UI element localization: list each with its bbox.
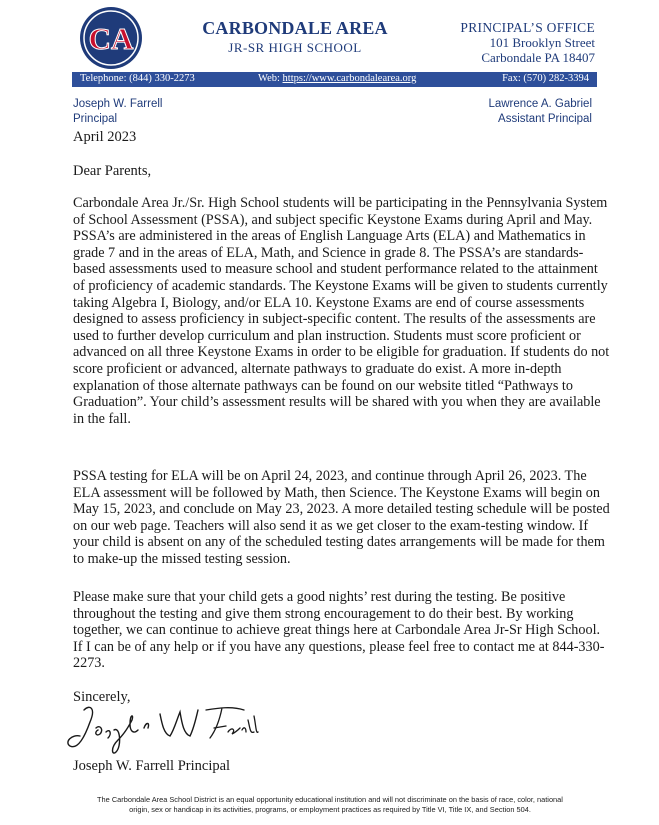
footer-line-1: The Carbondale Area School District is an equal opportunity educational institution and will not discriminate on the basis of race, color, national: [97, 795, 563, 804]
office-street: 101 Brooklyn Street: [489, 35, 595, 50]
school-name: CARBONDALE AREA: [202, 18, 388, 38]
paragraph-assessments: Carbondale Area Jr./Sr. High School students will be participating in the Pennsylvania System of School Assessment (PSSA), and subject specific Keystone Exams during April and May. PSSA’s are administered in the areas of English Language Arts (ELA) and Mathematics in grade 7 and in the areas of ELA, Math, and Science in grade 8. The PSSA’s are standards-based assessments used to measure school and student performance related to the attainment of proficiency of academic standards. The Keystone Exams will be given to students currently taking Algebra I, Biology, and/or ELA 10. Keystone Exams are end of course assessments designed to assess proficiency in subject-specific content. The results of the assessments are used to further develop curriculum and plan instruction. Students must score proficient or advanced on all three Keystone Exams in order to be eligible for graduation. If students do not score proficient or advanced, alternate pathways to graduate do exist. A more in-depth explanation of those alternate pathways can be found on our website titled “Pathways to Graduation”. Your child’s assessment results will be shared with you when they are available in the fall.: [73, 195, 610, 427]
website-label: Web:: [258, 73, 283, 84]
assistant-name: Lawrence A. Gabriel: [488, 98, 592, 110]
contact-bar: [72, 72, 597, 87]
principal-info: [73, 97, 162, 127]
principal-name: Joseph W. Farrell: [73, 98, 163, 110]
office-city: Carbondale PA 18407: [481, 50, 595, 65]
principal-title: Principal: [73, 113, 118, 125]
principals-office-address: [460, 20, 595, 65]
assistant-title: Assistant Principal: [498, 113, 592, 125]
website-link[interactable]: https://www.carbondalearea.org: [282, 73, 417, 84]
paragraph-schedule: PSSA testing for ELA will be on April 24, 2023, and continue through April 26, 2023. The ELA assessment will be followed by Math, then Science. The Keystone Exams will begin on May 15, 2023, and conclude on May 23, 2023. A more detailed testing schedule will be posted on our web page. Teachers will also send it as we get closer to the exam-testing window. If your child is absent on any of the scheduled testing dates arrangements will be made for them to make-up the missed testing session.: [73, 468, 610, 567]
signed-name: Joseph W. Farrell Principal: [73, 758, 231, 774]
paragraph-encouragement: Please make sure that your child gets a good nights’ rest during the testing. Be positive throughout the testing and give them strong encouragement to do their best. By working together, we can continue to achieve great things here at Carbondale Area Jr-Sr High School. If I can be of any help or if you have any questions, please feel free to contact me at 844-330-2273.: [73, 589, 605, 672]
website: [258, 73, 416, 84]
handwritten-signature: [60, 700, 260, 758]
fax: Fax: (570) 282-3394: [502, 73, 589, 84]
school-subtitle: JR-SR HIGH SCHOOL: [228, 40, 362, 55]
letter-date: April 2023: [73, 129, 137, 145]
assistant-principal-info: [488, 97, 592, 127]
school-logo: [79, 6, 143, 70]
nondiscrimination-footer: [40, 795, 620, 815]
footer-line-2: origin, sex or handicap in its activities, programs, or employment practices as required by Title VI, Title IX, and Section 504.: [129, 805, 531, 814]
salutation: Dear Parents,: [73, 163, 152, 179]
telephone: Telephone: (844) 330-2273: [80, 73, 195, 84]
logo-letters: CA: [88, 21, 134, 56]
office-title: PRINCIPAL’S OFFICE: [460, 20, 595, 35]
closing: Sincerely,: [73, 689, 131, 705]
